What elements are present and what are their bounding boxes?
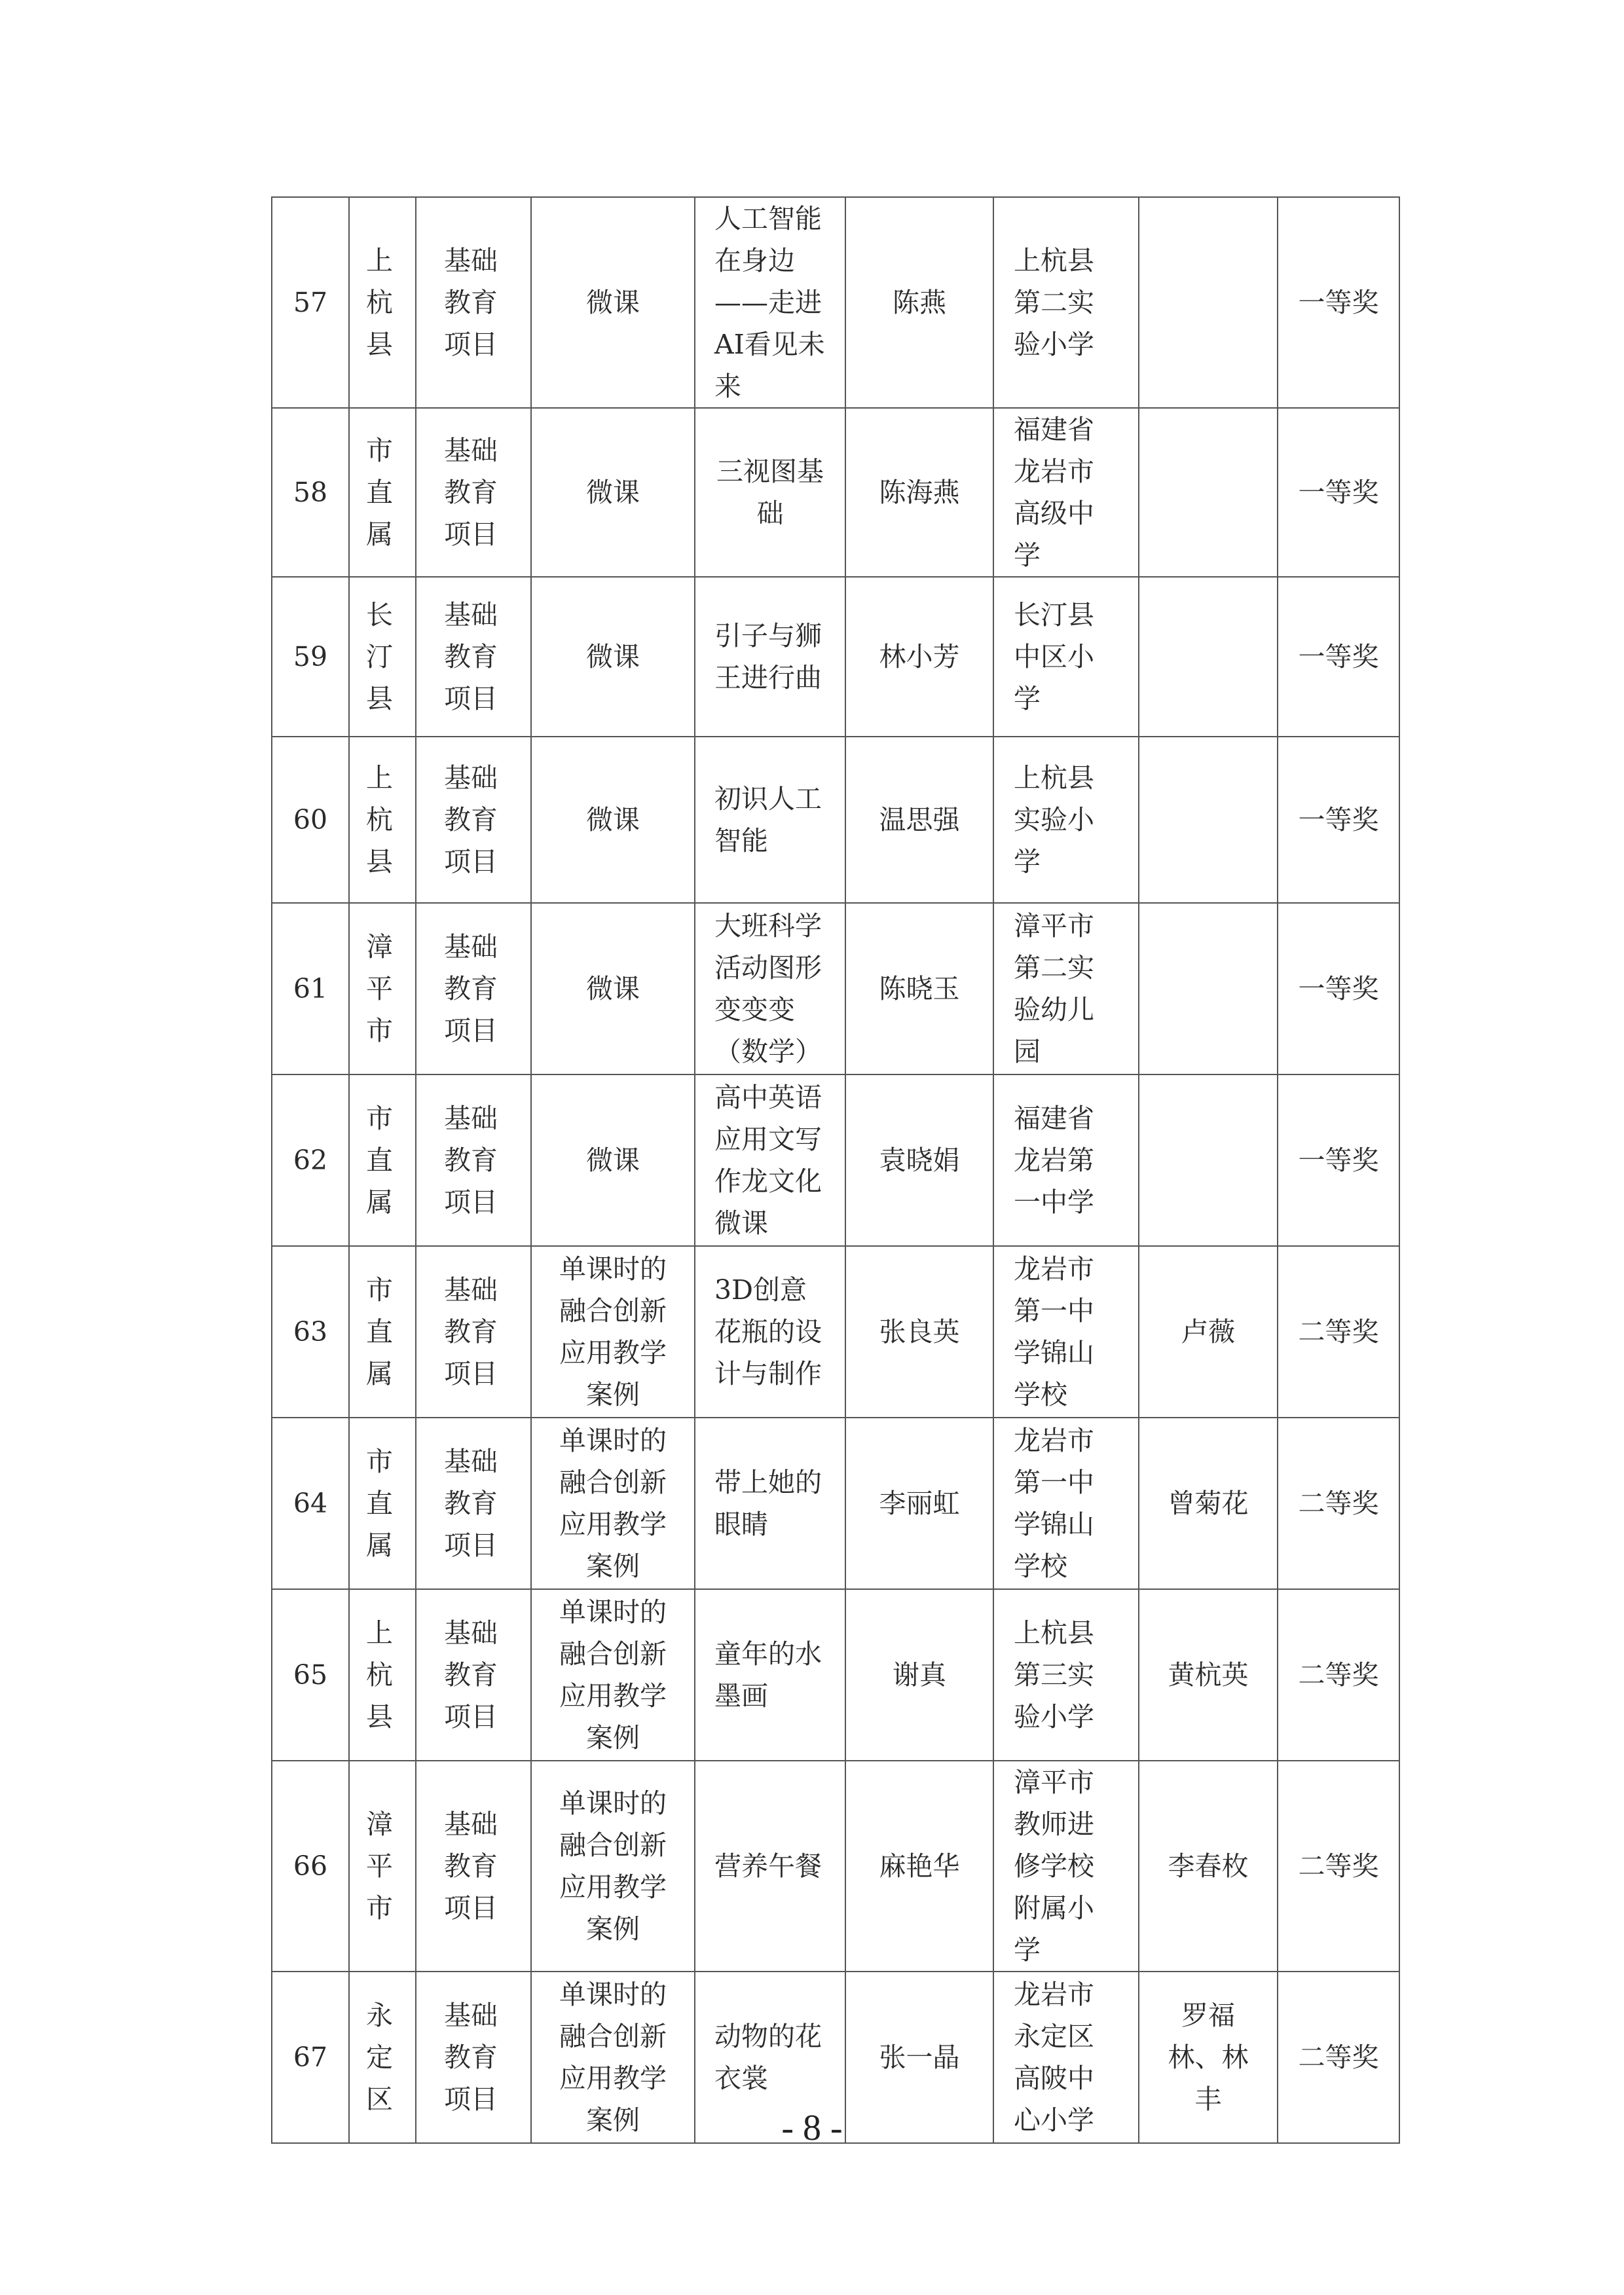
- region-text: 漳平市: [366, 931, 393, 1046]
- author-cell: [845, 1074, 993, 1246]
- school-cell: [993, 1418, 1139, 1589]
- award-text: 一等奖: [1298, 804, 1379, 835]
- award-text: 二等奖: [1298, 2042, 1379, 2073]
- category-cell: [416, 737, 531, 903]
- type-cell: [531, 1246, 695, 1418]
- award-text: 二等奖: [1298, 1488, 1379, 1519]
- award-cell: [1278, 1246, 1399, 1418]
- title-text: 动物的花衣裳: [714, 2021, 822, 2094]
- table-row: [272, 737, 1399, 903]
- row-number: 61: [272, 903, 349, 1074]
- title-text: 3D创意花瓶的设计与制作: [714, 1274, 822, 1389]
- school-cell: [993, 737, 1139, 903]
- author-text: 张一晶: [879, 2042, 960, 2073]
- category-cell: [416, 197, 531, 408]
- region-text: 上杭县: [366, 762, 393, 877]
- school-cell: [993, 1589, 1139, 1761]
- table-row: [272, 408, 1399, 577]
- advisor-cell: [1139, 1246, 1278, 1418]
- author-text: 陈海燕: [879, 477, 960, 508]
- award-cell: [1278, 903, 1399, 1074]
- category-text: 基础教育项目: [444, 245, 498, 360]
- region-cell: [349, 903, 416, 1074]
- type-text: 微课: [586, 804, 640, 835]
- school-cell: [993, 1074, 1139, 1246]
- award-cell: [1278, 1589, 1399, 1761]
- region-cell: [349, 1589, 416, 1761]
- advisor-cell: [1139, 408, 1278, 577]
- region-cell: [349, 1074, 416, 1246]
- author-text: 谢真: [893, 1659, 946, 1691]
- author-text: 林小芳: [879, 641, 960, 672]
- advisor-text: 曾菊花: [1168, 1488, 1249, 1519]
- title-cell: [695, 1761, 845, 1972]
- type-cell: [531, 903, 695, 1074]
- table-row: [272, 1589, 1399, 1761]
- title-cell: [695, 1246, 845, 1418]
- title-cell: [695, 903, 845, 1074]
- author-text: 温思强: [879, 804, 960, 835]
- row-number: 63: [272, 1246, 349, 1418]
- region-text: 上杭县: [366, 245, 393, 360]
- title-cell: [695, 1418, 845, 1589]
- type-text: 微课: [586, 641, 640, 672]
- award-text: 二等奖: [1298, 1850, 1379, 1882]
- advisor-text: 卢薇: [1181, 1316, 1235, 1348]
- type-text: 单课时的融合创新应用教学案例: [559, 1425, 667, 1582]
- type-cell: [531, 1074, 695, 1246]
- category-text: 基础教育项目: [444, 599, 498, 714]
- region-text: 上杭县: [366, 1617, 393, 1733]
- category-text: 基础教育项目: [444, 1274, 498, 1389]
- table-row: [272, 1074, 1399, 1246]
- type-cell: [531, 408, 695, 577]
- type-cell: [531, 1761, 695, 1972]
- advisor-cell: [1139, 1074, 1278, 1246]
- author-text: 麻艳华: [879, 1850, 960, 1882]
- author-text: 张良英: [879, 1316, 960, 1348]
- table-row: [272, 197, 1399, 408]
- category-cell: [416, 903, 531, 1074]
- award-cell: [1278, 197, 1399, 408]
- category-cell: [416, 1074, 531, 1246]
- author-cell: [845, 903, 993, 1074]
- row-number: 67: [272, 1972, 349, 2143]
- school-cell: [993, 1246, 1139, 1418]
- author-text: 袁晓娟: [879, 1145, 960, 1176]
- award-text: 二等奖: [1298, 1316, 1379, 1348]
- title-cell: [695, 1074, 845, 1246]
- type-cell: [531, 197, 695, 408]
- category-text: 基础教育项目: [444, 1103, 498, 1218]
- category-cell: [416, 1761, 531, 1972]
- school-cell: [993, 1761, 1139, 1972]
- school-cell: [993, 197, 1139, 408]
- title-cell: [695, 737, 845, 903]
- title-text: 三视图基础: [716, 456, 824, 529]
- title-text: 带上她的眼睛: [714, 1467, 822, 1540]
- title-text: 高中英语应用文写作龙文化微课: [714, 1082, 822, 1239]
- advisor-text: 李春枚: [1168, 1850, 1249, 1882]
- award-text: 一等奖: [1298, 1145, 1379, 1176]
- advisor-text: 黄杭英: [1168, 1659, 1249, 1691]
- award-text: 一等奖: [1298, 287, 1379, 318]
- advisor-cell: [1139, 737, 1278, 903]
- category-text: 基础教育项目: [444, 931, 498, 1046]
- category-text: 基础教育项目: [444, 762, 498, 877]
- category-cell: [416, 1418, 531, 1589]
- region-text: 长汀县: [366, 599, 393, 714]
- region-text: 市直属: [366, 435, 393, 550]
- category-cell: [416, 577, 531, 737]
- table-row: [272, 903, 1399, 1074]
- author-cell: [845, 408, 993, 577]
- advisor-cell: [1139, 1761, 1278, 1972]
- region-text: 漳平市: [366, 1808, 393, 1924]
- category-text: 基础教育项目: [444, 1446, 498, 1561]
- author-cell: [845, 197, 993, 408]
- school-text: 漳平市教师进修学校附属小学: [1014, 1767, 1094, 1966]
- advisor-text: 罗福林、林丰: [1168, 2000, 1249, 2115]
- row-number: 59: [272, 577, 349, 737]
- author-cell: [845, 1246, 993, 1418]
- region-cell: [349, 577, 416, 737]
- advisor-cell: [1139, 903, 1278, 1074]
- title-text: 引子与狮王进行曲: [714, 620, 822, 693]
- title-cell: [695, 577, 845, 737]
- type-cell: [531, 737, 695, 903]
- table-row: [272, 577, 1399, 737]
- author-text: 陈晓玉: [879, 973, 960, 1004]
- region-cell: [349, 1761, 416, 1972]
- title-text: 营养午餐: [714, 1850, 822, 1882]
- category-text: 基础教育项目: [444, 1808, 498, 1924]
- title-text: 人工智能在身边——走进AI看见未来: [714, 203, 825, 402]
- row-number: 57: [272, 197, 349, 408]
- region-cell: [349, 408, 416, 577]
- school-text: 福建省龙岩市高级中学: [1014, 414, 1094, 571]
- region-text: 市直属: [366, 1103, 393, 1218]
- school-text: 龙岩市第一中学锦山学校: [1014, 1253, 1094, 1410]
- region-text: 市直属: [366, 1274, 393, 1389]
- school-text: 上杭县第二实验小学: [1014, 245, 1094, 360]
- author-cell: [845, 1761, 993, 1972]
- category-cell: [416, 408, 531, 577]
- advisor-cell: [1139, 1418, 1278, 1589]
- author-cell: [845, 577, 993, 737]
- table-row: [272, 1246, 1399, 1418]
- category-text: 基础教育项目: [444, 2000, 498, 2115]
- school-text: 龙岩市第一中学锦山学校: [1014, 1425, 1094, 1582]
- school-cell: [993, 577, 1139, 737]
- award-text: 一等奖: [1298, 641, 1379, 672]
- awards-table: [271, 196, 1400, 2144]
- category-cell: [416, 1246, 531, 1418]
- award-cell: [1278, 1418, 1399, 1589]
- school-text: 上杭县实验小学: [1014, 762, 1094, 877]
- advisor-cell: [1139, 577, 1278, 737]
- row-number: 64: [272, 1418, 349, 1589]
- author-cell: [845, 1589, 993, 1761]
- school-text: 漳平市第二实验幼儿园: [1014, 910, 1094, 1067]
- row-number: 58: [272, 408, 349, 577]
- award-cell: [1278, 408, 1399, 577]
- school-text: 长汀县中区小学: [1014, 599, 1094, 714]
- region-cell: [349, 1246, 416, 1418]
- school-cell: [993, 408, 1139, 577]
- type-cell: [531, 577, 695, 737]
- title-text: 初识人工智能: [714, 783, 822, 856]
- category-cell: [416, 1589, 531, 1761]
- row-number: 66: [272, 1761, 349, 1972]
- title-text: 大班科学活动图形变变变（数学）: [714, 910, 822, 1067]
- region-cell: [349, 197, 416, 408]
- title-cell: [695, 197, 845, 408]
- type-text: 单课时的融合创新应用教学案例: [559, 1596, 667, 1753]
- award-cell: [1278, 577, 1399, 737]
- type-text: 单课时的融合创新应用教学案例: [559, 1253, 667, 1410]
- award-cell: [1278, 1761, 1399, 1972]
- advisor-cell: [1139, 197, 1278, 408]
- type-cell: [531, 1589, 695, 1761]
- title-cell: [695, 1589, 845, 1761]
- title-text: 童年的水墨画: [714, 1638, 822, 1712]
- award-text: 一等奖: [1298, 973, 1379, 1004]
- author-text: 李丽虹: [879, 1488, 960, 1519]
- school-text: 福建省龙岩第一中学: [1014, 1103, 1094, 1218]
- author-text: 陈燕: [893, 287, 946, 318]
- author-cell: [845, 1418, 993, 1589]
- award-cell: [1278, 737, 1399, 903]
- category-text: 基础教育项目: [444, 1617, 498, 1733]
- type-cell: [531, 1418, 695, 1589]
- type-text: 微课: [586, 287, 640, 318]
- award-text: 一等奖: [1298, 477, 1379, 508]
- advisor-cell: [1139, 1589, 1278, 1761]
- region-cell: [349, 1418, 416, 1589]
- region-text: 永定区: [366, 2000, 393, 2115]
- school-text: 龙岩市永定区高陂中心小学: [1014, 1979, 1094, 2136]
- table-body: [272, 197, 1399, 2143]
- award-text: 二等奖: [1298, 1659, 1379, 1691]
- type-text: 微课: [586, 1145, 640, 1176]
- table-row: [272, 1761, 1399, 1972]
- region-text: 市直属: [366, 1446, 393, 1561]
- school-cell: [993, 903, 1139, 1074]
- page-number: - 8 -: [781, 2108, 843, 2148]
- row-number: 60: [272, 737, 349, 903]
- type-text: 微课: [586, 477, 640, 508]
- row-number: 65: [272, 1589, 349, 1761]
- category-text: 基础教育项目: [444, 435, 498, 550]
- table-row: [272, 1418, 1399, 1589]
- award-cell: [1278, 1074, 1399, 1246]
- title-cell: [695, 408, 845, 577]
- row-number: 62: [272, 1074, 349, 1246]
- type-text: 单课时的融合创新应用教学案例: [559, 1788, 667, 1945]
- author-cell: [845, 737, 993, 903]
- type-text: 单课时的融合创新应用教学案例: [559, 1979, 667, 2136]
- school-text: 上杭县第三实验小学: [1014, 1617, 1094, 1733]
- type-text: 微课: [586, 973, 640, 1004]
- region-cell: [349, 737, 416, 903]
